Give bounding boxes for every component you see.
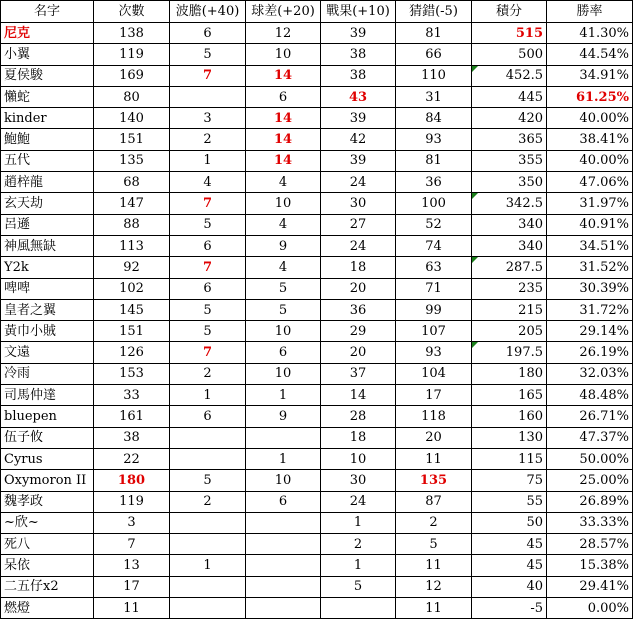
- cell-name: Cyrus: [1, 448, 94, 469]
- table-row: [1, 363, 633, 384]
- cell-exact-score: 5: [170, 44, 246, 65]
- table-row: [1, 108, 633, 129]
- cell-name: 冷雨: [1, 363, 94, 384]
- cell-count: 145: [94, 299, 170, 320]
- cell-result: 27: [321, 214, 396, 235]
- cell-result: 37: [321, 363, 396, 384]
- cell-goal-diff: 10: [246, 470, 321, 491]
- cell-count: 169: [94, 65, 170, 86]
- column-header-exact-score: 波膽(+40): [170, 1, 246, 23]
- cell-win-rate: 41.30%: [547, 23, 633, 44]
- cell-exact-score: [170, 86, 246, 107]
- cell-result: 30: [321, 193, 396, 214]
- cell-count: 92: [94, 257, 170, 278]
- cell-points: 515: [472, 23, 547, 44]
- cell-points: 355: [472, 150, 547, 171]
- cell-win-rate: 47.37%: [547, 427, 633, 448]
- cell-win-rate: 29.14%: [547, 321, 633, 342]
- column-header-wrong: 猜錯(-5): [396, 1, 472, 23]
- cell-points: 350: [472, 172, 547, 193]
- cell-count: 153: [94, 363, 170, 384]
- cell-exact-score: 1: [170, 150, 246, 171]
- cell-goal-diff: 6: [246, 491, 321, 512]
- cell-name: 司馬仲達: [1, 385, 94, 406]
- column-header-points: 積分: [472, 1, 547, 23]
- table-row: [1, 576, 633, 597]
- cell-wrong: 81: [396, 150, 472, 171]
- cell-count: 113: [94, 235, 170, 256]
- cell-points: 205: [472, 321, 547, 342]
- cell-count: 68: [94, 172, 170, 193]
- cell-win-rate: 38.41%: [547, 129, 633, 150]
- cell-wrong: 93: [396, 342, 472, 363]
- cell-points: 340: [472, 235, 547, 256]
- cell-count: 3: [94, 512, 170, 533]
- cell-result: 39: [321, 23, 396, 44]
- cell-count: 22: [94, 448, 170, 469]
- cell-name: 呂遜: [1, 214, 94, 235]
- cell-wrong: 11: [396, 598, 472, 619]
- cell-name: Oxymoron II: [1, 470, 94, 491]
- cell-points: 340: [472, 214, 547, 235]
- cell-win-rate: 31.72%: [547, 299, 633, 320]
- cell-wrong: 74: [396, 235, 472, 256]
- cell-points: 130: [472, 427, 547, 448]
- cell-exact-score: 1: [170, 555, 246, 576]
- cell-goal-diff: 9: [246, 235, 321, 256]
- table-row: [1, 278, 633, 299]
- table-row: [1, 172, 633, 193]
- table-row: [1, 65, 633, 86]
- cell-name: 魏孝政: [1, 491, 94, 512]
- cell-wrong: 104: [396, 363, 472, 384]
- cell-result: 28: [321, 406, 396, 427]
- cell-name: kinder: [1, 108, 94, 129]
- cell-exact-score: 6: [170, 23, 246, 44]
- cell-goal-diff: 14: [246, 65, 321, 86]
- table-row: [1, 427, 633, 448]
- cell-goal-diff: 14: [246, 129, 321, 150]
- table-row: [1, 150, 633, 171]
- cell-exact-score: 2: [170, 129, 246, 150]
- cell-points: 365: [472, 129, 547, 150]
- cell-points: 55: [472, 491, 547, 512]
- table-row: [1, 193, 633, 214]
- cell-count: 151: [94, 129, 170, 150]
- cell-wrong: 99: [396, 299, 472, 320]
- cell-points: 180: [472, 363, 547, 384]
- cell-win-rate: 34.51%: [547, 235, 633, 256]
- table-row: [1, 23, 633, 44]
- cell-count: 119: [94, 44, 170, 65]
- cell-win-rate: 44.54%: [547, 44, 633, 65]
- cell-win-rate: 26.71%: [547, 406, 633, 427]
- cell-name: Y2k: [1, 257, 94, 278]
- table-row: [1, 385, 633, 406]
- cell-count: 38: [94, 427, 170, 448]
- cell-goal-diff: 1: [246, 448, 321, 469]
- cell-name: 尼克: [1, 23, 94, 44]
- column-header-goal-diff: 球差(+20): [246, 1, 321, 23]
- cell-wrong: 110: [396, 65, 472, 86]
- cell-points: 160: [472, 406, 547, 427]
- cell-result: 20: [321, 278, 396, 299]
- cell-exact-score: 2: [170, 363, 246, 384]
- cell-win-rate: 34.91%: [547, 65, 633, 86]
- cell-win-rate: 26.89%: [547, 491, 633, 512]
- column-header-win-rate: 勝率: [547, 1, 633, 23]
- cell-exact-score: [170, 448, 246, 469]
- cell-result: 20: [321, 342, 396, 363]
- cell-name: 夏侯駿: [1, 65, 94, 86]
- cell-goal-diff: 10: [246, 193, 321, 214]
- cell-result: [321, 598, 396, 619]
- cell-name: 黃巾小賊: [1, 321, 94, 342]
- cell-name: 燃燈: [1, 598, 94, 619]
- cell-result: 38: [321, 44, 396, 65]
- cell-wrong: 100: [396, 193, 472, 214]
- cell-exact-score: 7: [170, 193, 246, 214]
- cell-points: 50: [472, 512, 547, 533]
- cell-wrong: 81: [396, 23, 472, 44]
- cell-count: 126: [94, 342, 170, 363]
- cell-exact-score: 3: [170, 108, 246, 129]
- cell-goal-diff: 9: [246, 406, 321, 427]
- cell-exact-score: 7: [170, 65, 246, 86]
- cell-result: 24: [321, 235, 396, 256]
- cell-result: 29: [321, 321, 396, 342]
- cell-exact-score: 1: [170, 385, 246, 406]
- cell-win-rate: 31.52%: [547, 257, 633, 278]
- cell-exact-score: [170, 427, 246, 448]
- cell-name: 神風無缺: [1, 235, 94, 256]
- cell-result: 39: [321, 150, 396, 171]
- cell-points: 40: [472, 576, 547, 597]
- cell-name: 玄天劫: [1, 193, 94, 214]
- cell-goal-diff: 12: [246, 23, 321, 44]
- cell-count: 33: [94, 385, 170, 406]
- cell-wrong: 84: [396, 108, 472, 129]
- cell-goal-diff: [246, 427, 321, 448]
- cell-result: 14: [321, 385, 396, 406]
- cell-goal-diff: 5: [246, 278, 321, 299]
- cell-name: 懶蛇: [1, 86, 94, 107]
- cell-result: 30: [321, 470, 396, 491]
- cell-name: 小翼: [1, 44, 94, 65]
- cell-goal-diff: 14: [246, 108, 321, 129]
- cell-win-rate: 0.00%: [547, 598, 633, 619]
- cell-count: 138: [94, 23, 170, 44]
- cell-wrong: 118: [396, 406, 472, 427]
- cell-wrong: 20: [396, 427, 472, 448]
- cell-name: 皇者之翼: [1, 299, 94, 320]
- cell-name: 趙梓龍: [1, 172, 94, 193]
- cell-count: 180: [94, 470, 170, 491]
- cell-win-rate: 32.03%: [547, 363, 633, 384]
- cell-wrong: 135: [396, 470, 472, 491]
- cell-goal-diff: [246, 512, 321, 533]
- cell-count: 80: [94, 86, 170, 107]
- cell-count: 88: [94, 214, 170, 235]
- cell-points: 165: [472, 385, 547, 406]
- cell-wrong: 11: [396, 448, 472, 469]
- table-row: [1, 44, 633, 65]
- cell-wrong: 107: [396, 321, 472, 342]
- cell-goal-diff: 4: [246, 214, 321, 235]
- cell-count: 102: [94, 278, 170, 299]
- cell-wrong: 36: [396, 172, 472, 193]
- cell-name: 二五仔x2: [1, 576, 94, 597]
- cell-goal-diff: 10: [246, 321, 321, 342]
- cell-result: 18: [321, 427, 396, 448]
- cell-count: 13: [94, 555, 170, 576]
- cell-points: 452.5: [472, 65, 547, 86]
- cell-win-rate: 40.00%: [547, 150, 633, 171]
- cell-points: 500: [472, 44, 547, 65]
- cell-win-rate: 48.48%: [547, 385, 633, 406]
- cell-goal-diff: 5: [246, 299, 321, 320]
- cell-exact-score: [170, 576, 246, 597]
- cell-win-rate: 31.97%: [547, 193, 633, 214]
- cell-name: 死八: [1, 534, 94, 555]
- cell-goal-diff: 4: [246, 172, 321, 193]
- cell-goal-diff: 4: [246, 257, 321, 278]
- cell-count: 161: [94, 406, 170, 427]
- cell-goal-diff: [246, 598, 321, 619]
- cell-result: 36: [321, 299, 396, 320]
- cell-name: ~欣~: [1, 512, 94, 533]
- table-row: [1, 235, 633, 256]
- cell-result: 2: [321, 534, 396, 555]
- cell-exact-score: 5: [170, 321, 246, 342]
- table-row: [1, 129, 633, 150]
- cell-win-rate: 40.00%: [547, 108, 633, 129]
- cell-wrong: 87: [396, 491, 472, 512]
- column-header-result: 戰果(+10): [321, 1, 396, 23]
- cell-wrong: 52: [396, 214, 472, 235]
- cell-points: 45: [472, 555, 547, 576]
- cell-points: -5: [472, 598, 547, 619]
- table-row: [1, 214, 633, 235]
- table-row: [1, 512, 633, 533]
- cell-result: 38: [321, 65, 396, 86]
- column-header-count: 次數: [94, 1, 170, 23]
- cell-win-rate: 29.41%: [547, 576, 633, 597]
- header-row: [1, 1, 633, 23]
- table-row: [1, 598, 633, 619]
- cell-points: 215: [472, 299, 547, 320]
- cell-exact-score: 5: [170, 214, 246, 235]
- column-header-name: 名字: [1, 1, 94, 23]
- cell-wrong: 71: [396, 278, 472, 299]
- cell-exact-score: [170, 512, 246, 533]
- cell-wrong: 31: [396, 86, 472, 107]
- cell-points: 287.5: [472, 257, 547, 278]
- cell-points: 45: [472, 534, 547, 555]
- cell-count: 119: [94, 491, 170, 512]
- cell-goal-diff: 14: [246, 150, 321, 171]
- cell-exact-score: 7: [170, 342, 246, 363]
- cell-name: 文遠: [1, 342, 94, 363]
- cell-exact-score: 6: [170, 406, 246, 427]
- cell-name: 呆依: [1, 555, 94, 576]
- cell-exact-score: [170, 534, 246, 555]
- table-row: [1, 321, 633, 342]
- cell-count: 11: [94, 598, 170, 619]
- cell-exact-score: 5: [170, 470, 246, 491]
- cell-goal-diff: 10: [246, 44, 321, 65]
- table-row: [1, 534, 633, 555]
- cell-win-rate: 28.57%: [547, 534, 633, 555]
- cell-name: 伍子攸: [1, 427, 94, 448]
- cell-points: 445: [472, 86, 547, 107]
- cell-result: 43: [321, 86, 396, 107]
- cell-exact-score: 2: [170, 491, 246, 512]
- cell-win-rate: 25.00%: [547, 470, 633, 491]
- table-row: [1, 299, 633, 320]
- cell-name: bluepen: [1, 406, 94, 427]
- cell-exact-score: [170, 598, 246, 619]
- cell-name: 啤啤: [1, 278, 94, 299]
- cell-wrong: 2: [396, 512, 472, 533]
- cell-wrong: 5: [396, 534, 472, 555]
- cell-win-rate: 33.33%: [547, 512, 633, 533]
- cell-goal-diff: 10: [246, 363, 321, 384]
- table-row: [1, 448, 633, 469]
- table-row: [1, 470, 633, 491]
- cell-wrong: 17: [396, 385, 472, 406]
- table-row: [1, 342, 633, 363]
- cell-points: 342.5: [472, 193, 547, 214]
- cell-result: 24: [321, 491, 396, 512]
- cell-exact-score: 6: [170, 278, 246, 299]
- cell-goal-diff: [246, 534, 321, 555]
- cell-count: 140: [94, 108, 170, 129]
- table-body: [1, 23, 633, 619]
- cell-result: 5: [321, 576, 396, 597]
- cell-goal-diff: [246, 555, 321, 576]
- cell-wrong: 66: [396, 44, 472, 65]
- cell-win-rate: 47.06%: [547, 172, 633, 193]
- cell-win-rate: 26.19%: [547, 342, 633, 363]
- cell-count: 17: [94, 576, 170, 597]
- table-row: [1, 491, 633, 512]
- table-row: [1, 86, 633, 107]
- cell-exact-score: 5: [170, 299, 246, 320]
- cell-exact-score: 7: [170, 257, 246, 278]
- cell-result: 1: [321, 512, 396, 533]
- cell-goal-diff: 6: [246, 342, 321, 363]
- cell-goal-diff: [246, 576, 321, 597]
- cell-win-rate: 40.91%: [547, 214, 633, 235]
- cell-result: 1: [321, 555, 396, 576]
- cell-points: 235: [472, 278, 547, 299]
- cell-points: 75: [472, 470, 547, 491]
- cell-wrong: 12: [396, 576, 472, 597]
- cell-result: 42: [321, 129, 396, 150]
- cell-win-rate: 61.25%: [547, 86, 633, 107]
- cell-goal-diff: 6: [246, 86, 321, 107]
- cell-count: 7: [94, 534, 170, 555]
- table-row: [1, 555, 633, 576]
- cell-wrong: 93: [396, 129, 472, 150]
- cell-win-rate: 50.00%: [547, 448, 633, 469]
- cell-wrong: 11: [396, 555, 472, 576]
- cell-exact-score: 6: [170, 235, 246, 256]
- table-row: [1, 257, 633, 278]
- cell-points: 420: [472, 108, 547, 129]
- cell-count: 151: [94, 321, 170, 342]
- cell-exact-score: 4: [170, 172, 246, 193]
- cell-count: 147: [94, 193, 170, 214]
- cell-count: 135: [94, 150, 170, 171]
- cell-win-rate: 15.38%: [547, 555, 633, 576]
- cell-wrong: 63: [396, 257, 472, 278]
- table-row: [1, 406, 633, 427]
- cell-result: 18: [321, 257, 396, 278]
- cell-win-rate: 30.39%: [547, 278, 633, 299]
- cell-name: 五代: [1, 150, 94, 171]
- cell-name: 鮑鮑: [1, 129, 94, 150]
- cell-points: 197.5: [472, 342, 547, 363]
- cell-result: 39: [321, 108, 396, 129]
- cell-result: 24: [321, 172, 396, 193]
- cell-goal-diff: 1: [246, 385, 321, 406]
- cell-points: 115: [472, 448, 547, 469]
- cell-result: 10: [321, 448, 396, 469]
